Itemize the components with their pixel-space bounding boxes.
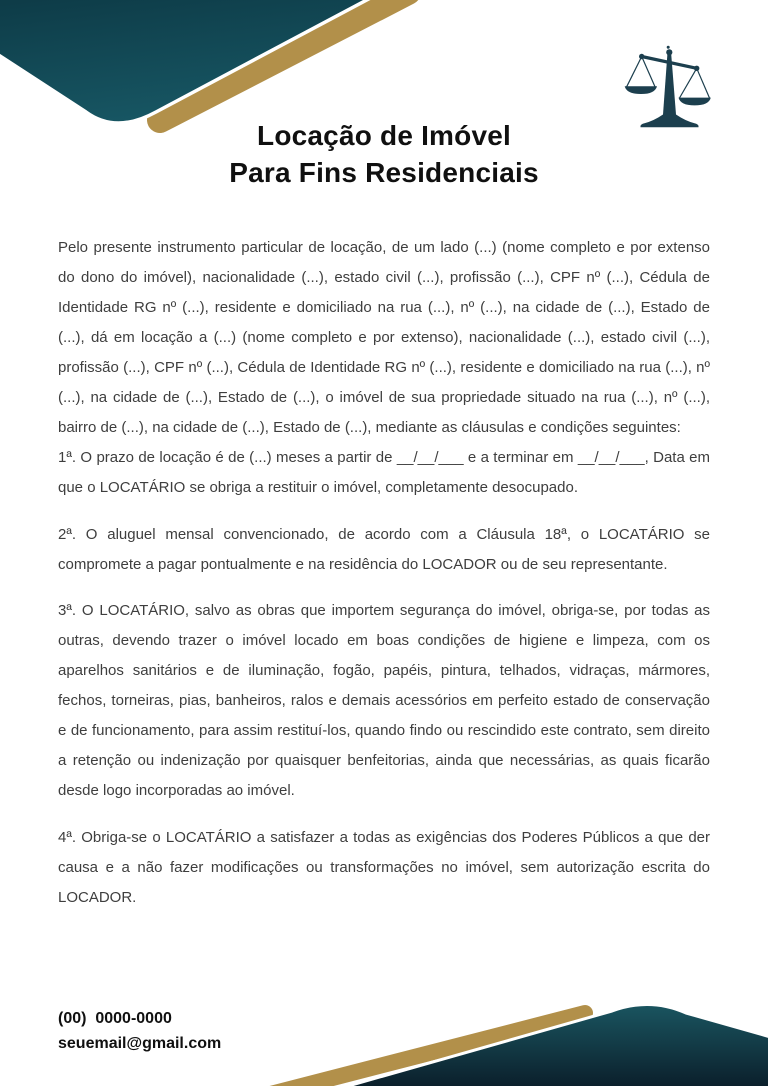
contract-paragraph: 4ª. Obriga-se o LOCATÁRIO a satisfazer a todas as exigências dos Poderes Públicos a que der causa e a não fazer modificações ou transformações no imóvel, sem autorização escrita do LOCADOR. <box>58 828 710 906</box>
title-line-2: Para Fins Residenciais <box>229 157 539 188</box>
footer-email: seuemail@gmail.com <box>58 1035 222 1052</box>
contract-body <box>58 233 710 929</box>
scales-left-pan <box>625 57 657 95</box>
contract-paragraph: Pelo presente instrumento particular de locação, de um lado (...) (nome completo e por extenso do dono do imóvel), nacionalidade (...), estado civil (...), profissão (...), CPF nº (...), Cédula de Identidade RG nº (...), residente e domiciliado na rua (...), nº (...), na cidade de (...), Estado de (...), dá em locação a (...) (nome completo e por extenso), nacionalidade (...), estado civil (...), profissão (...), CPF nº (...), Cédula de Identidade RG nº (...), residente e domiciliado na rua (...), nº (...), na cidade de (...), Estado de (...), o imóvel de sua propriedade situado na rua (...), nº (...), bairro de (...), na cidade de (...), Estado de (...), mediante as cláusulas e condições seguintes: <box>58 239 710 436</box>
contract-paragraph: 3ª. O LOCATÁRIO, salvo as obras que importem segurança do imóvel, obriga-se, por todas as outras, devendo trazer o imóvel locado em boas condições de higiene e limpeza, com os aparelhos sanitários e de iluminação, fogão, papéis, pintura, telhados, vidraças, mármores, fechos, torneiras, pias, banheiros, ralos e demais acessórios em perfeito estado de conservação e de funcionamento, para assim restituí-los, quando findo ou rescindido este contrato, sem direito a retenção ou indenização por quaisquer benfeitorias, ainda que necessárias, as quais ficarão desde logo incorporadas ao imóvel. <box>58 602 710 799</box>
contract-paragraph: 1ª. O prazo de locação é de (...) meses a partir de __/__/___ e a terminar em __/__/___, Data em que o LOCATÁRIO se obriga a restituir o imóvel, completamente desocupado. <box>58 449 710 496</box>
corner-decoration-bottom <box>0 980 768 1086</box>
document-title <box>0 117 768 191</box>
contract-paragraph: 2ª. O aluguel mensal convencionado, de acordo com a Cláusula 18ª, o LOCATÁRIO se compromete a pagar pontualmente e na residência do LOCADOR ou de seu representante. <box>58 525 710 573</box>
footer-phone: (00) 0000-0000 <box>58 1010 172 1027</box>
scales-right-pan <box>679 68 711 105</box>
title-line-1: Locação de Imóvel <box>257 120 511 151</box>
